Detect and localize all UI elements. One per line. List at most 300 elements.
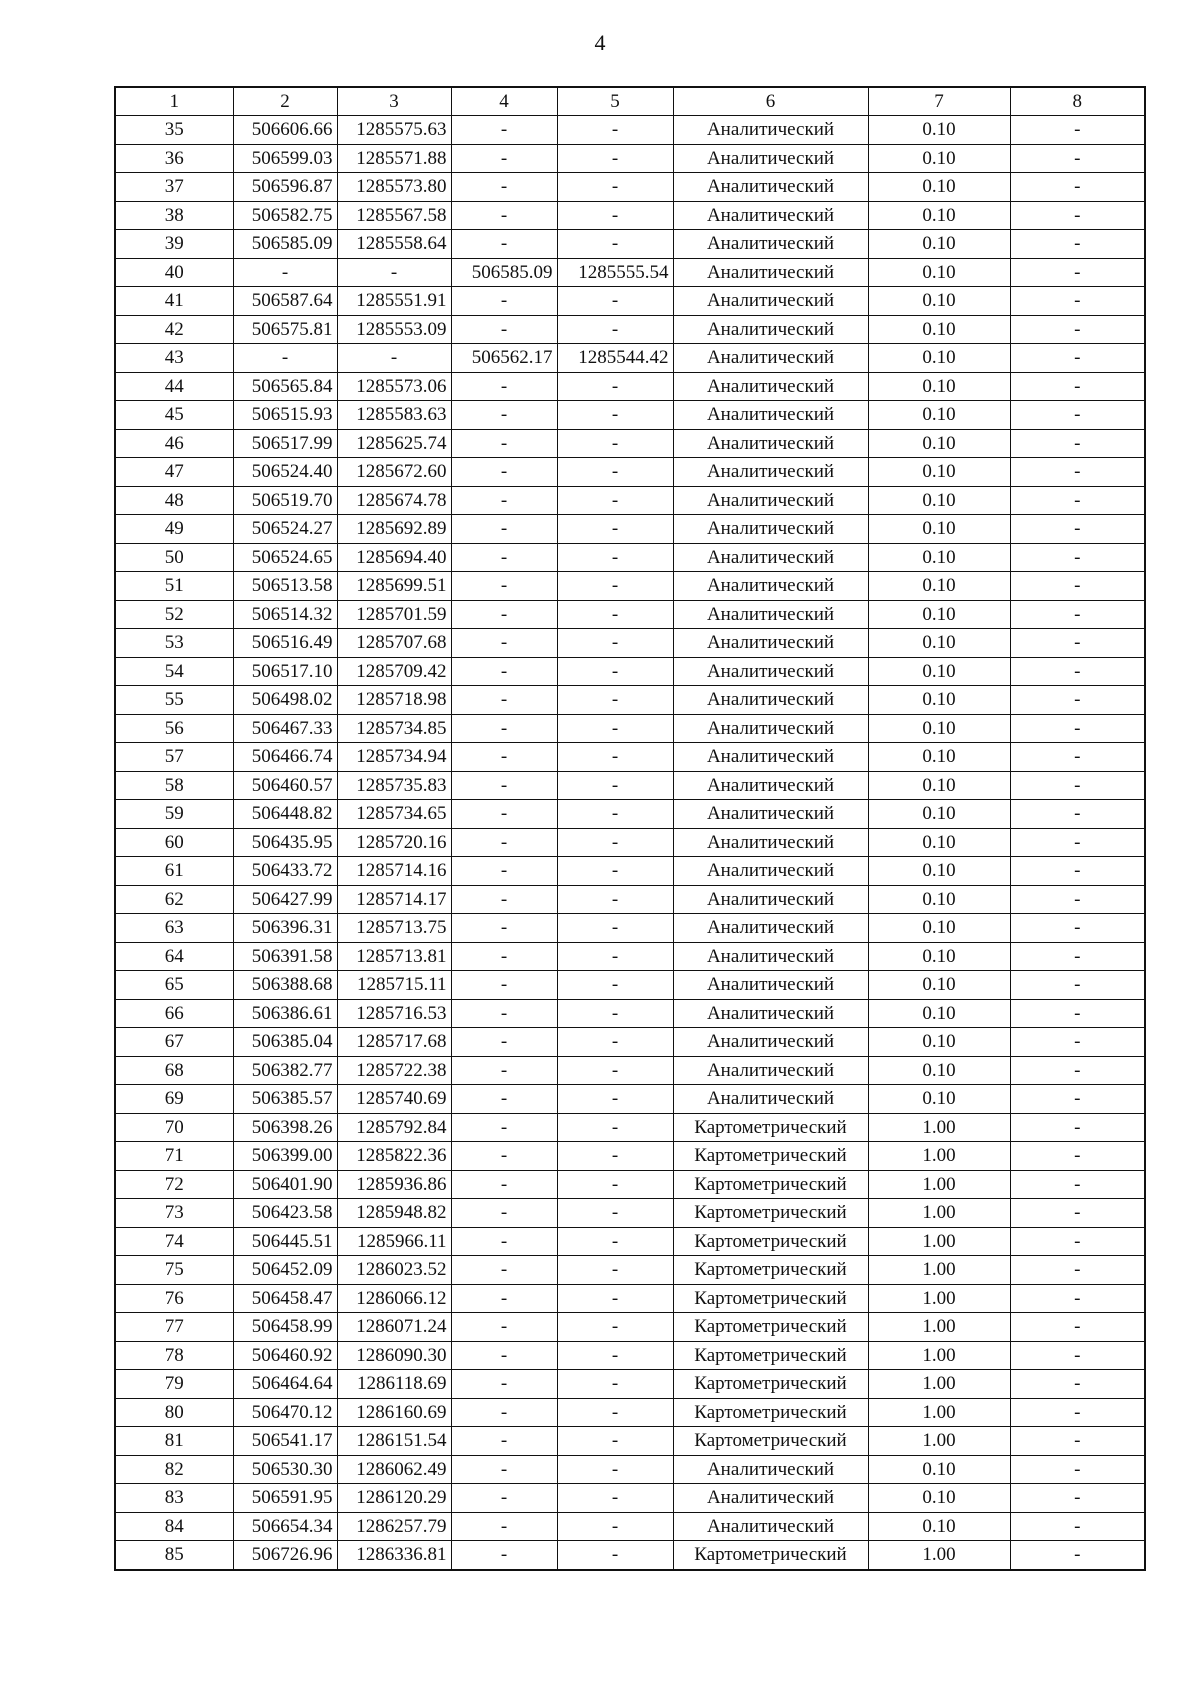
point-number-cell: 53 bbox=[115, 629, 233, 658]
method-cell: Аналитический bbox=[673, 458, 868, 487]
new-x-cell: 506562.17 bbox=[451, 344, 557, 373]
new-y-cell: - bbox=[557, 771, 673, 800]
y-coordinate-cell: 1285625.74 bbox=[337, 429, 451, 458]
y-coordinate-cell: 1285714.17 bbox=[337, 885, 451, 914]
point-number-cell: 50 bbox=[115, 543, 233, 572]
new-x-cell: - bbox=[451, 1427, 557, 1456]
y-coordinate-cell: 1285714.16 bbox=[337, 857, 451, 886]
table-row bbox=[115, 201, 1145, 230]
table-body bbox=[115, 116, 1145, 1570]
new-x-cell: 506585.09 bbox=[451, 258, 557, 287]
table-row bbox=[115, 344, 1145, 373]
table-row bbox=[115, 629, 1145, 658]
y-coordinate-cell: 1285936.86 bbox=[337, 1170, 451, 1199]
y-coordinate-cell: 1285551.91 bbox=[337, 287, 451, 316]
method-cell: Картометрический bbox=[673, 1341, 868, 1370]
note-cell: - bbox=[1010, 258, 1145, 287]
point-number-cell: 56 bbox=[115, 714, 233, 743]
new-x-cell: - bbox=[451, 1313, 557, 1342]
table-row bbox=[115, 800, 1145, 829]
note-cell: - bbox=[1010, 1370, 1145, 1399]
new-y-cell: - bbox=[557, 971, 673, 1000]
new-x-cell: - bbox=[451, 458, 557, 487]
new-x-cell: - bbox=[451, 857, 557, 886]
y-coordinate-cell: 1285694.40 bbox=[337, 543, 451, 572]
point-number-cell: 74 bbox=[115, 1227, 233, 1256]
y-coordinate-cell: 1285575.63 bbox=[337, 116, 451, 145]
new-x-cell: - bbox=[451, 230, 557, 259]
y-coordinate-cell: 1286071.24 bbox=[337, 1313, 451, 1342]
method-cell: Аналитический bbox=[673, 771, 868, 800]
accuracy-cell: 1.00 bbox=[868, 1370, 1010, 1399]
y-coordinate-cell: 1285567.58 bbox=[337, 201, 451, 230]
y-coordinate-cell: 1285740.69 bbox=[337, 1085, 451, 1114]
point-number-cell: 57 bbox=[115, 743, 233, 772]
new-x-cell: - bbox=[451, 657, 557, 686]
y-coordinate-cell: 1285734.94 bbox=[337, 743, 451, 772]
point-number-cell: 47 bbox=[115, 458, 233, 487]
accuracy-cell: 0.10 bbox=[868, 401, 1010, 430]
y-coordinate-cell: 1285822.36 bbox=[337, 1142, 451, 1171]
point-number-cell: 42 bbox=[115, 315, 233, 344]
new-y-cell: - bbox=[557, 1113, 673, 1142]
new-y-cell: - bbox=[557, 315, 673, 344]
method-cell: Аналитический bbox=[673, 828, 868, 857]
new-x-cell: - bbox=[451, 743, 557, 772]
point-number-cell: 43 bbox=[115, 344, 233, 373]
table-row bbox=[115, 372, 1145, 401]
page-number: 4 bbox=[594, 30, 606, 55]
accuracy-cell: 0.10 bbox=[868, 800, 1010, 829]
column-header: 4 bbox=[451, 87, 557, 116]
method-cell: Аналитический bbox=[673, 1484, 868, 1513]
accuracy-cell: 0.10 bbox=[868, 458, 1010, 487]
note-cell: - bbox=[1010, 971, 1145, 1000]
point-number-cell: 78 bbox=[115, 1341, 233, 1370]
point-number-cell: 48 bbox=[115, 486, 233, 515]
point-number-cell: 54 bbox=[115, 657, 233, 686]
note-cell: - bbox=[1010, 800, 1145, 829]
point-number-cell: 51 bbox=[115, 572, 233, 601]
note-cell: - bbox=[1010, 1227, 1145, 1256]
method-cell: Аналитический bbox=[673, 1085, 868, 1114]
point-number-cell: 59 bbox=[115, 800, 233, 829]
y-coordinate-cell: - bbox=[337, 344, 451, 373]
method-cell: Картометрический bbox=[673, 1284, 868, 1313]
y-coordinate-cell: 1285713.81 bbox=[337, 942, 451, 971]
note-cell: - bbox=[1010, 1028, 1145, 1057]
accuracy-cell: 1.00 bbox=[868, 1170, 1010, 1199]
y-coordinate-cell: 1286151.54 bbox=[337, 1427, 451, 1456]
accuracy-cell: 0.10 bbox=[868, 686, 1010, 715]
column-header: 8 bbox=[1010, 87, 1145, 116]
y-coordinate-cell: 1285948.82 bbox=[337, 1199, 451, 1228]
table-row bbox=[115, 144, 1145, 173]
table-row bbox=[115, 572, 1145, 601]
accuracy-cell: 0.10 bbox=[868, 372, 1010, 401]
point-number-cell: 49 bbox=[115, 515, 233, 544]
new-y-cell: - bbox=[557, 999, 673, 1028]
accuracy-cell: 0.10 bbox=[868, 1512, 1010, 1541]
note-cell: - bbox=[1010, 1056, 1145, 1085]
note-cell: - bbox=[1010, 1341, 1145, 1370]
x-coordinate-cell: 506530.30 bbox=[233, 1455, 337, 1484]
new-y-cell: - bbox=[557, 1398, 673, 1427]
x-coordinate-cell: 506427.99 bbox=[233, 885, 337, 914]
new-x-cell: - bbox=[451, 1113, 557, 1142]
accuracy-cell: 0.10 bbox=[868, 743, 1010, 772]
point-number-cell: 80 bbox=[115, 1398, 233, 1427]
new-x-cell: - bbox=[451, 515, 557, 544]
x-coordinate-cell: 506516.49 bbox=[233, 629, 337, 658]
y-coordinate-cell: 1286062.49 bbox=[337, 1455, 451, 1484]
table-row bbox=[115, 971, 1145, 1000]
new-y-cell: - bbox=[557, 857, 673, 886]
table-row bbox=[115, 429, 1145, 458]
column-header: 1 bbox=[115, 87, 233, 116]
point-number-cell: 67 bbox=[115, 1028, 233, 1057]
new-x-cell: - bbox=[451, 116, 557, 145]
note-cell: - bbox=[1010, 543, 1145, 572]
method-cell: Картометрический bbox=[673, 1313, 868, 1342]
header-row bbox=[115, 87, 1145, 116]
y-coordinate-cell: 1285792.84 bbox=[337, 1113, 451, 1142]
x-coordinate-cell: 506587.64 bbox=[233, 287, 337, 316]
method-cell: Картометрический bbox=[673, 1427, 868, 1456]
new-x-cell: - bbox=[451, 1455, 557, 1484]
point-number-cell: 39 bbox=[115, 230, 233, 259]
new-y-cell: - bbox=[557, 1199, 673, 1228]
point-number-cell: 52 bbox=[115, 600, 233, 629]
y-coordinate-cell: 1286336.81 bbox=[337, 1541, 451, 1570]
note-cell: - bbox=[1010, 1398, 1145, 1427]
x-coordinate-cell: 506541.17 bbox=[233, 1427, 337, 1456]
x-coordinate-cell: 506565.84 bbox=[233, 372, 337, 401]
method-cell: Аналитический bbox=[673, 857, 868, 886]
table-row bbox=[115, 515, 1145, 544]
note-cell: - bbox=[1010, 173, 1145, 202]
new-y-cell: - bbox=[557, 828, 673, 857]
new-y-cell: - bbox=[557, 486, 673, 515]
y-coordinate-cell: 1285553.09 bbox=[337, 315, 451, 344]
table-row bbox=[115, 1028, 1145, 1057]
point-number-cell: 46 bbox=[115, 429, 233, 458]
method-cell: Аналитический bbox=[673, 942, 868, 971]
x-coordinate-cell: 506399.00 bbox=[233, 1142, 337, 1171]
accuracy-cell: 0.10 bbox=[868, 629, 1010, 658]
method-cell: Аналитический bbox=[673, 600, 868, 629]
new-y-cell: - bbox=[557, 458, 673, 487]
method-cell: Картометрический bbox=[673, 1370, 868, 1399]
y-coordinate-cell: 1285715.11 bbox=[337, 971, 451, 1000]
point-number-cell: 62 bbox=[115, 885, 233, 914]
x-coordinate-cell: 506460.92 bbox=[233, 1341, 337, 1370]
table-row bbox=[115, 771, 1145, 800]
x-coordinate-cell: 506464.64 bbox=[233, 1370, 337, 1399]
y-coordinate-cell: 1286257.79 bbox=[337, 1512, 451, 1541]
accuracy-cell: 0.10 bbox=[868, 857, 1010, 886]
table-row bbox=[115, 1085, 1145, 1114]
y-coordinate-cell: 1285717.68 bbox=[337, 1028, 451, 1057]
note-cell: - bbox=[1010, 1170, 1145, 1199]
accuracy-cell: 0.10 bbox=[868, 942, 1010, 971]
x-coordinate-cell: 506517.10 bbox=[233, 657, 337, 686]
accuracy-cell: 0.10 bbox=[868, 1085, 1010, 1114]
table-row bbox=[115, 230, 1145, 259]
new-y-cell: 1285555.54 bbox=[557, 258, 673, 287]
accuracy-cell: 0.10 bbox=[868, 315, 1010, 344]
new-x-cell: - bbox=[451, 429, 557, 458]
new-x-cell: - bbox=[451, 372, 557, 401]
method-cell: Картометрический bbox=[673, 1170, 868, 1199]
note-cell: - bbox=[1010, 714, 1145, 743]
new-x-cell: - bbox=[451, 401, 557, 430]
method-cell: Картометрический bbox=[673, 1113, 868, 1142]
note-cell: - bbox=[1010, 1313, 1145, 1342]
point-number-cell: 79 bbox=[115, 1370, 233, 1399]
y-coordinate-cell: 1286120.29 bbox=[337, 1484, 451, 1513]
new-y-cell: - bbox=[557, 173, 673, 202]
x-coordinate-cell: 506599.03 bbox=[233, 144, 337, 173]
accuracy-cell: 0.10 bbox=[868, 999, 1010, 1028]
method-cell: Аналитический bbox=[673, 914, 868, 943]
table-row bbox=[115, 1427, 1145, 1456]
table-row bbox=[115, 942, 1145, 971]
table-row bbox=[115, 543, 1145, 572]
accuracy-cell: 1.00 bbox=[868, 1427, 1010, 1456]
note-cell: - bbox=[1010, 743, 1145, 772]
table-row bbox=[115, 657, 1145, 686]
x-coordinate-cell: 506513.58 bbox=[233, 572, 337, 601]
table-row bbox=[115, 1455, 1145, 1484]
method-cell: Аналитический bbox=[673, 515, 868, 544]
table-row bbox=[115, 885, 1145, 914]
y-coordinate-cell: 1285674.78 bbox=[337, 486, 451, 515]
x-coordinate-cell: 506458.99 bbox=[233, 1313, 337, 1342]
new-y-cell: - bbox=[557, 686, 673, 715]
new-y-cell: - bbox=[557, 1427, 673, 1456]
x-coordinate-cell: 506517.99 bbox=[233, 429, 337, 458]
table-row bbox=[115, 1199, 1145, 1228]
point-number-cell: 72 bbox=[115, 1170, 233, 1199]
note-cell: - bbox=[1010, 1541, 1145, 1570]
method-cell: Картометрический bbox=[673, 1142, 868, 1171]
y-coordinate-cell: 1285966.11 bbox=[337, 1227, 451, 1256]
table-row bbox=[115, 1484, 1145, 1513]
point-number-cell: 63 bbox=[115, 914, 233, 943]
new-x-cell: - bbox=[451, 572, 557, 601]
new-x-cell: - bbox=[451, 287, 557, 316]
new-x-cell: - bbox=[451, 1199, 557, 1228]
y-coordinate-cell: 1285709.42 bbox=[337, 657, 451, 686]
new-y-cell: - bbox=[557, 600, 673, 629]
new-x-cell: - bbox=[451, 1142, 557, 1171]
table-row bbox=[115, 714, 1145, 743]
table-row bbox=[115, 1056, 1145, 1085]
method-cell: Аналитический bbox=[673, 572, 868, 601]
table-row bbox=[115, 486, 1145, 515]
new-x-cell: - bbox=[451, 1341, 557, 1370]
note-cell: - bbox=[1010, 230, 1145, 259]
method-cell: Аналитический bbox=[673, 629, 868, 658]
y-coordinate-cell: 1285699.51 bbox=[337, 572, 451, 601]
note-cell: - bbox=[1010, 1512, 1145, 1541]
new-y-cell: - bbox=[557, 1455, 673, 1484]
x-coordinate-cell: 506385.04 bbox=[233, 1028, 337, 1057]
new-y-cell: - bbox=[557, 1313, 673, 1342]
new-y-cell: - bbox=[557, 914, 673, 943]
x-coordinate-cell: 506467.33 bbox=[233, 714, 337, 743]
accuracy-cell: 0.10 bbox=[868, 201, 1010, 230]
y-coordinate-cell: 1285573.80 bbox=[337, 173, 451, 202]
y-coordinate-cell: 1285707.68 bbox=[337, 629, 451, 658]
accuracy-cell: 0.10 bbox=[868, 714, 1010, 743]
note-cell: - bbox=[1010, 657, 1145, 686]
new-x-cell: - bbox=[451, 1170, 557, 1199]
method-cell: Аналитический bbox=[673, 686, 868, 715]
accuracy-cell: 0.10 bbox=[868, 543, 1010, 572]
new-y-cell: - bbox=[557, 1142, 673, 1171]
note-cell: - bbox=[1010, 1284, 1145, 1313]
y-coordinate-cell: 1285571.88 bbox=[337, 144, 451, 173]
point-number-cell: 69 bbox=[115, 1085, 233, 1114]
method-cell: Аналитический bbox=[673, 1512, 868, 1541]
method-cell: Картометрический bbox=[673, 1398, 868, 1427]
new-x-cell: - bbox=[451, 629, 557, 658]
new-y-cell: - bbox=[557, 1512, 673, 1541]
new-x-cell: - bbox=[451, 1256, 557, 1285]
x-coordinate-cell: 506498.02 bbox=[233, 686, 337, 715]
new-x-cell: - bbox=[451, 1085, 557, 1114]
x-coordinate-cell: 506585.09 bbox=[233, 230, 337, 259]
note-cell: - bbox=[1010, 828, 1145, 857]
accuracy-cell: 0.10 bbox=[868, 258, 1010, 287]
point-number-cell: 55 bbox=[115, 686, 233, 715]
x-coordinate-cell: 506398.26 bbox=[233, 1113, 337, 1142]
accuracy-cell: 0.10 bbox=[868, 971, 1010, 1000]
accuracy-cell: 1.00 bbox=[868, 1199, 1010, 1228]
y-coordinate-cell: 1286066.12 bbox=[337, 1284, 451, 1313]
point-number-cell: 44 bbox=[115, 372, 233, 401]
new-y-cell: - bbox=[557, 201, 673, 230]
point-number-cell: 77 bbox=[115, 1313, 233, 1342]
x-coordinate-cell: 506435.95 bbox=[233, 828, 337, 857]
new-x-cell: - bbox=[451, 1370, 557, 1399]
note-cell: - bbox=[1010, 1427, 1145, 1456]
new-x-cell: - bbox=[451, 1512, 557, 1541]
method-cell: Аналитический bbox=[673, 1455, 868, 1484]
point-number-cell: 68 bbox=[115, 1056, 233, 1085]
point-number-cell: 70 bbox=[115, 1113, 233, 1142]
accuracy-cell: 0.10 bbox=[868, 828, 1010, 857]
accuracy-cell: 0.10 bbox=[868, 1455, 1010, 1484]
new-y-cell: - bbox=[557, 942, 673, 971]
accuracy-cell: 0.10 bbox=[868, 885, 1010, 914]
note-cell: - bbox=[1010, 287, 1145, 316]
x-coordinate-cell: 506448.82 bbox=[233, 800, 337, 829]
new-y-cell: - bbox=[557, 572, 673, 601]
x-coordinate-cell: 506385.57 bbox=[233, 1085, 337, 1114]
new-x-cell: - bbox=[451, 1541, 557, 1570]
note-cell: - bbox=[1010, 401, 1145, 430]
point-number-cell: 82 bbox=[115, 1455, 233, 1484]
accuracy-cell: 0.10 bbox=[868, 344, 1010, 373]
y-coordinate-cell: 1285713.75 bbox=[337, 914, 451, 943]
method-cell: Картометрический bbox=[673, 1256, 868, 1285]
x-coordinate-cell: 506515.93 bbox=[233, 401, 337, 430]
method-cell: Аналитический bbox=[673, 401, 868, 430]
y-coordinate-cell: 1286160.69 bbox=[337, 1398, 451, 1427]
x-coordinate-cell: 506458.47 bbox=[233, 1284, 337, 1313]
x-coordinate-cell: 506460.57 bbox=[233, 771, 337, 800]
new-x-cell: - bbox=[451, 971, 557, 1000]
accuracy-cell: 1.00 bbox=[868, 1113, 1010, 1142]
point-number-cell: 37 bbox=[115, 173, 233, 202]
point-number-cell: 75 bbox=[115, 1256, 233, 1285]
x-coordinate-cell: 506575.81 bbox=[233, 315, 337, 344]
table-row bbox=[115, 1541, 1145, 1570]
x-coordinate-cell: 506726.96 bbox=[233, 1541, 337, 1570]
table-row bbox=[115, 857, 1145, 886]
new-x-cell: - bbox=[451, 1484, 557, 1513]
new-x-cell: - bbox=[451, 1227, 557, 1256]
point-number-cell: 58 bbox=[115, 771, 233, 800]
note-cell: - bbox=[1010, 914, 1145, 943]
x-coordinate-cell: 506466.74 bbox=[233, 743, 337, 772]
y-coordinate-cell: 1286023.52 bbox=[337, 1256, 451, 1285]
y-coordinate-cell: 1285716.53 bbox=[337, 999, 451, 1028]
new-y-cell: - bbox=[557, 800, 673, 829]
table-row bbox=[115, 743, 1145, 772]
accuracy-cell: 1.00 bbox=[868, 1284, 1010, 1313]
method-cell: Аналитический bbox=[673, 885, 868, 914]
new-y-cell: - bbox=[557, 1256, 673, 1285]
new-y-cell: - bbox=[557, 230, 673, 259]
table-row bbox=[115, 1142, 1145, 1171]
note-cell: - bbox=[1010, 1113, 1145, 1142]
new-y-cell: - bbox=[557, 1484, 673, 1513]
y-coordinate-cell: 1285722.38 bbox=[337, 1056, 451, 1085]
table-row bbox=[115, 1341, 1145, 1370]
accuracy-cell: 0.10 bbox=[868, 144, 1010, 173]
new-y-cell: - bbox=[557, 1227, 673, 1256]
point-number-cell: 61 bbox=[115, 857, 233, 886]
y-coordinate-cell: 1286118.69 bbox=[337, 1370, 451, 1399]
new-x-cell: - bbox=[451, 771, 557, 800]
note-cell: - bbox=[1010, 116, 1145, 145]
new-y-cell: - bbox=[557, 885, 673, 914]
table-row bbox=[115, 686, 1145, 715]
point-number-cell: 60 bbox=[115, 828, 233, 857]
method-cell: Аналитический bbox=[673, 116, 868, 145]
y-coordinate-cell: 1285720.16 bbox=[337, 828, 451, 857]
y-coordinate-cell: 1285734.65 bbox=[337, 800, 451, 829]
x-coordinate-cell: 506433.72 bbox=[233, 857, 337, 886]
note-cell: - bbox=[1010, 1484, 1145, 1513]
note-cell: - bbox=[1010, 942, 1145, 971]
x-coordinate-cell: 506591.95 bbox=[233, 1484, 337, 1513]
new-y-cell: - bbox=[557, 1170, 673, 1199]
x-coordinate-cell: 506606.66 bbox=[233, 116, 337, 145]
x-coordinate-cell: 506423.58 bbox=[233, 1199, 337, 1228]
point-number-cell: 73 bbox=[115, 1199, 233, 1228]
y-coordinate-cell: 1285672.60 bbox=[337, 458, 451, 487]
new-x-cell: - bbox=[451, 201, 557, 230]
accuracy-cell: 0.10 bbox=[868, 914, 1010, 943]
coordinates-table bbox=[114, 86, 1146, 1571]
point-number-cell: 66 bbox=[115, 999, 233, 1028]
table-row bbox=[115, 1370, 1145, 1399]
